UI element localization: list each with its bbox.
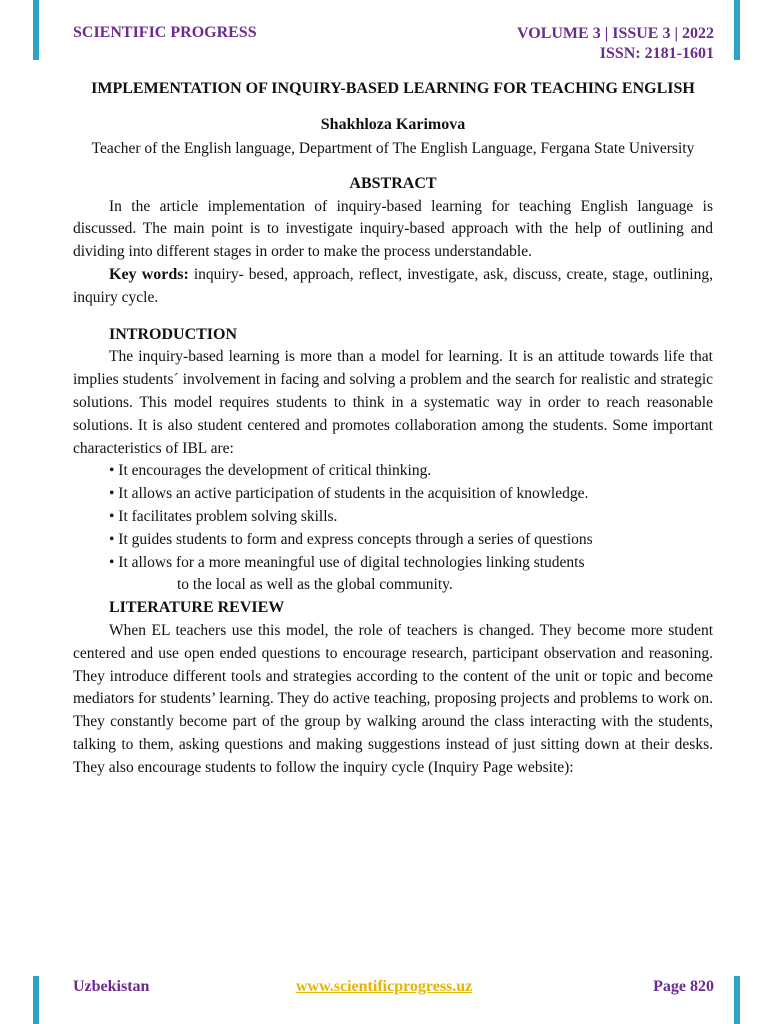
accent-bar-top-right <box>734 0 740 60</box>
list-item: • It allows for a more meaningful use of digital technologies linking students <box>109 553 585 571</box>
literature-review-heading: LITERATURE REVIEW <box>109 599 285 617</box>
accent-bar-bottom-left <box>33 976 39 1024</box>
page-number: Page 820 <box>653 978 714 995</box>
article-body <box>73 78 713 780</box>
volume-issue: VOLUME 3 | ISSUE 3 | 2022 <box>517 25 714 42</box>
keywords-label: Key words: <box>109 265 189 283</box>
introduction-heading: INTRODUCTION <box>109 325 238 343</box>
list-item-continuation: to the local as well as the global community. <box>177 576 453 594</box>
author-name: Shakhloza Karimova <box>320 116 466 133</box>
list-item: • It facilitates problem solving skills. <box>109 507 338 525</box>
list-item: • It encourages the development of critical thinking. <box>109 462 432 480</box>
keywords-paragraph <box>73 264 713 310</box>
accent-bar-bottom-right <box>734 976 740 1024</box>
footer-country: Uzbekistan <box>73 978 150 995</box>
author-affiliation: Teacher of the English language, Department of The English Language, Fergana State University <box>91 140 695 157</box>
footer-website-link[interactable]: www.scientificprogress.uz <box>296 978 473 995</box>
abstract-heading: ABSTRACT <box>349 174 437 192</box>
list-item: • It guides students to form and express concepts through a series of questions <box>109 530 593 548</box>
journal-name: SCIENTIFIC PROGRESS <box>73 24 257 41</box>
characteristics-list <box>73 460 713 574</box>
journal-meta <box>517 24 714 64</box>
abstract-text: In the article implementation of inquiry-based learning for teaching English language is discussed. The main point is to investigate inquiry-based approach with the help of outlining and dividing into different stages in order to make the process understandable. <box>73 197 713 261</box>
literature-review-text: When EL teachers use this model, the role of teachers is changed. They become more student centered and use open ended questions to encourage research, participant observation and reasoning. They introduce different tools and strategies according to the content of the unit or topic and become mediators for students’ learning. They do active teaching, proposing projects and problems to work on. They constantly become part of the group by walking around the class interacting with the students, talking to them, asking questions and making suggestions instead of just sitting down at their desks. They also encourage students to follow the inquiry cycle (Inquiry Page website): <box>73 621 713 776</box>
keywords-list: inquiry- besed, approach, reflect, investigate, ask, discuss, create, stage, outlining, inquiry cycle. <box>73 265 713 306</box>
introduction-text: The inquiry-based learning is more than a model for learning. It is an attitude towards life that implies students´ involvement in facing and solving a problem and the search for realistic and strategic solutions. This model requires students to think in a systematic way in order to reach reasonable solutions. It is also student centered and promotes collaboration among the students. Some important characteristics of IBL are: <box>73 348 713 457</box>
issn: ISSN: 2181-1601 <box>599 45 714 62</box>
list-item: • It allows an active participation of students in the acquisition of knowledge. <box>109 485 589 503</box>
article-title: IMPLEMENTATION OF INQUIRY-BASED LEARNING FOR TEACHING ENGLISH <box>91 80 695 97</box>
accent-bar-top-left <box>33 0 39 60</box>
